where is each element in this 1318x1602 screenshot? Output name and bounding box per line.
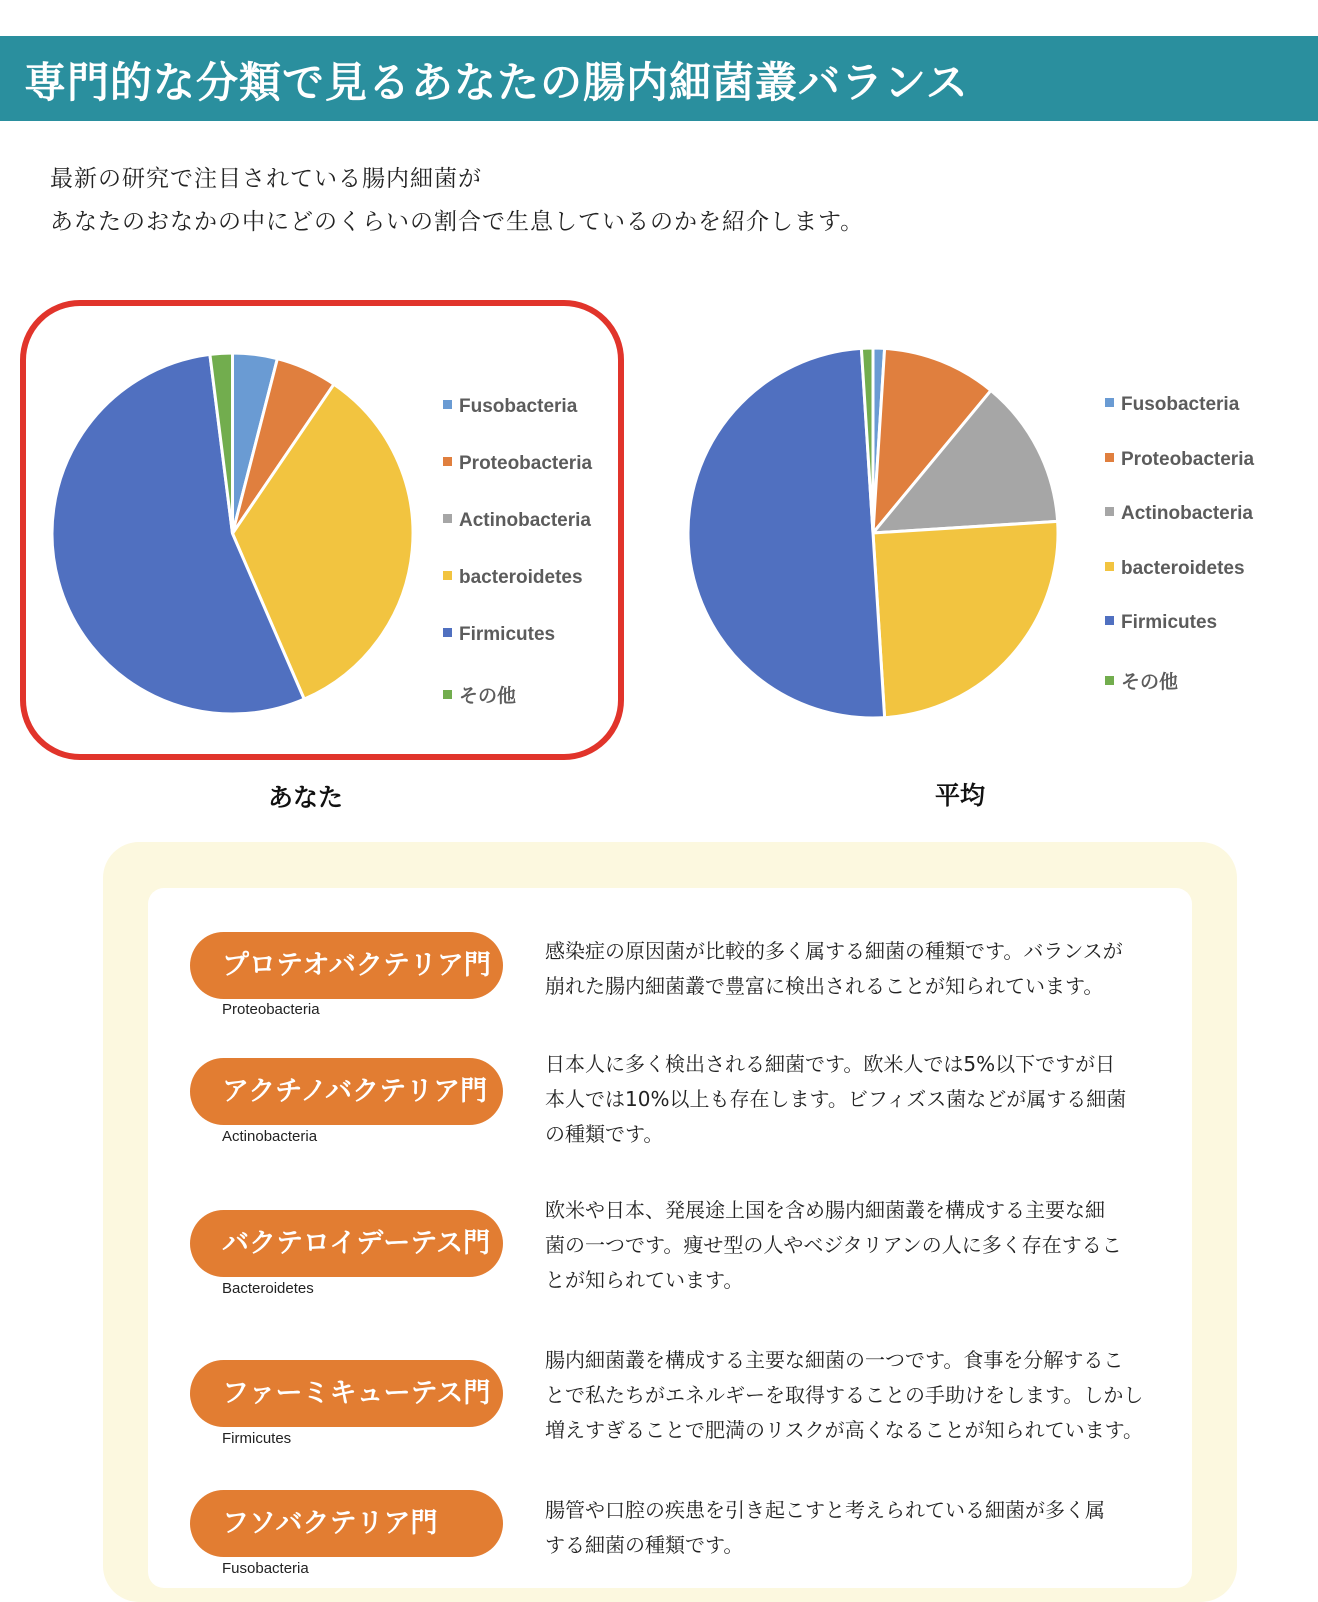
legend-swatch (1105, 562, 1114, 571)
intro-line-1: 最新の研究で注目されている腸内細菌が (50, 166, 482, 192)
legend-label: Actinobacteria (459, 510, 591, 531)
description-line: の種類です。 (545, 1122, 664, 1146)
description-line: とで私たちがエネルギーを取得することの手助けをします。しかし (545, 1383, 1144, 1407)
phylum-description-fusobacteria (545, 1493, 1155, 1563)
phylum-latin-actinobacteria: Actinobacteria (222, 1128, 318, 1145)
description-line: 日本人に多く検出される細菌です。欧米人では5%以下ですが日 (545, 1052, 1116, 1076)
phylum-description-bacteroidetes (545, 1193, 1155, 1298)
pie-slice-firmicutes (688, 348, 885, 718)
legend-swatch (1105, 453, 1114, 462)
legend-swatch (443, 571, 452, 580)
legend-item (1105, 394, 1239, 416)
legend-swatch (443, 690, 452, 699)
phylum-latin-bacteroidetes: Bacteroidetes (222, 1280, 314, 1297)
pie-chart-you (50, 351, 415, 716)
chart-label-average: 平均 (935, 781, 986, 810)
legend-item (1105, 503, 1253, 525)
description-line: 腸管や口腔の疾患を引き起こすと考えられている細菌が多く属 (545, 1498, 1105, 1522)
intro-line-2: あなたのおなかの中にどのくらいの割合で生息しているのかを紹介します。 (50, 209, 865, 235)
legend-label: bacteroidetes (1121, 557, 1245, 579)
chart-label-you: あなた (268, 783, 344, 812)
phylum-description-firmicutes (545, 1343, 1155, 1448)
legend-label: Fusobacteria (459, 396, 578, 417)
legend-item (443, 510, 591, 532)
header-bar (0, 36, 1318, 121)
legend-swatch (443, 628, 452, 637)
legend-item (443, 624, 555, 646)
pie-chart-average (686, 346, 1060, 720)
legend-swatch (1105, 676, 1114, 685)
phylum-badge-proteobacteria: プロテオバクテリア門 (190, 932, 503, 999)
legend-swatch (1105, 507, 1114, 516)
phylum-latin-proteobacteria: Proteobacteria (222, 1001, 320, 1018)
legend-label: Proteobacteria (1121, 448, 1255, 470)
legend-label: bacteroidetes (459, 567, 583, 588)
description-line: 増えすぎることで肥満のリスクが高くなることが知られています。 (545, 1418, 1143, 1442)
legend-item (1105, 558, 1245, 580)
description-line: 崩れた腸内細菌叢で豊富に検出されることが知られています。 (545, 974, 1104, 998)
phylum-description-proteobacteria (545, 934, 1155, 1004)
legend-item (1105, 612, 1217, 634)
description-line: 腸内細菌叢を構成する主要な細菌の一つです。食事を分解するこ (545, 1348, 1124, 1372)
page-title: 専門的な分類で見るあなたの腸内細菌叢バランス (24, 58, 969, 107)
legend-label: その他 (459, 686, 517, 707)
phylum-badge-fusobacteria: フソバクテリア門 (190, 1490, 503, 1557)
phylum-description-actinobacteria (545, 1047, 1155, 1152)
description-line: する細菌の種類です。 (545, 1533, 744, 1557)
legend-item (443, 453, 592, 475)
legend-swatch (443, 400, 452, 409)
legend-label: Firmicutes (1121, 612, 1218, 633)
description-line: 欧米や日本、発展途上国を含め腸内細菌叢を構成する主要な細 (545, 1198, 1105, 1222)
legend-item (443, 567, 583, 589)
legend-label: Proteobacteria (459, 453, 593, 474)
legend-label: Fusobacteria (1121, 394, 1240, 415)
legend-item (1105, 667, 1178, 694)
phylum-latin-fusobacteria: Fusobacteria (222, 1560, 309, 1577)
description-line: とが知られています。 (545, 1268, 744, 1292)
legend-swatch (443, 514, 452, 523)
phylum-latin-firmicutes: Firmicutes (222, 1430, 292, 1447)
intro-text (50, 158, 864, 244)
legend-item (443, 681, 516, 708)
legend-item (443, 396, 577, 418)
legend-item (1105, 449, 1254, 471)
phylum-badge-firmicutes: ファーミキューテス門 (190, 1360, 503, 1427)
legend-label: Firmicutes (459, 624, 556, 645)
legend-label: Actinobacteria (1121, 503, 1253, 524)
phylum-badge-actinobacteria: アクチノバクテリア門 (190, 1058, 503, 1125)
legend-swatch (1105, 398, 1114, 407)
pie-slice-bacteroidetes (873, 521, 1058, 717)
description-line: 菌の一つです。痩せ型の人やベジタリアンの人に多く存在するこ (545, 1233, 1122, 1257)
legend-label: その他 (1121, 671, 1179, 693)
legend-swatch (443, 457, 452, 466)
phylum-badge-bacteroidetes: バクテロイデーテス門 (190, 1210, 503, 1277)
description-line: 本人では10%以上も存在します。ビフィズス菌などが属する細菌 (545, 1087, 1127, 1111)
description-line: 感染症の原因菌が比較的多く属する細菌の種類です。バランスが (545, 939, 1123, 963)
legend-swatch (1105, 616, 1114, 625)
